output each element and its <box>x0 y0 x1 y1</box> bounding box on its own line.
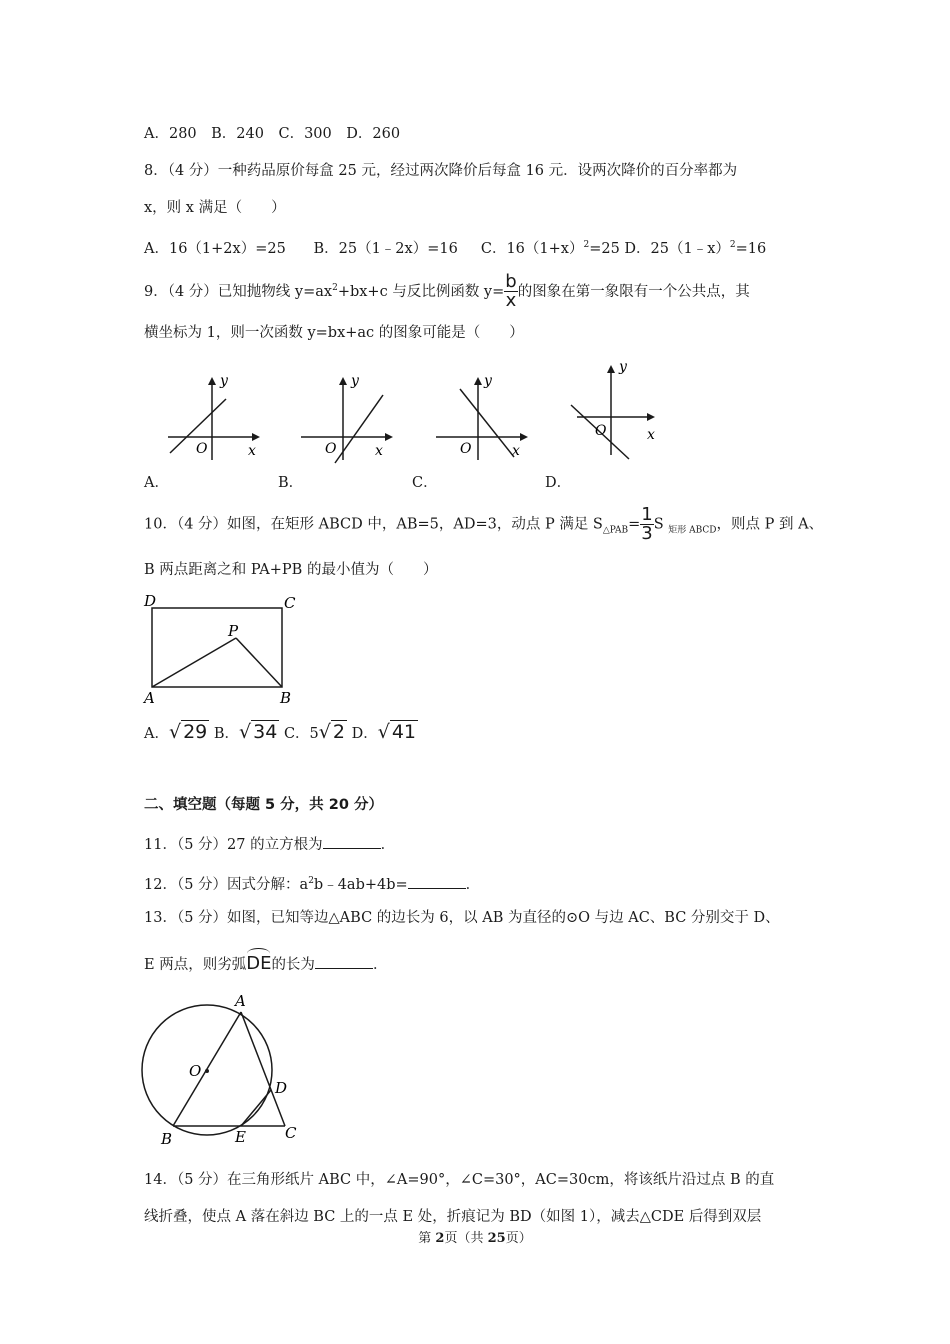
svg-text:x: x <box>512 443 520 459</box>
q8-line2: x，则 x 满足（ ） <box>144 200 286 216</box>
q10-line2: B 两点距离之和 PA+PB 的最小值为（ ） <box>144 562 438 578</box>
svg-text:x: x <box>248 443 256 459</box>
svg-text:O: O <box>325 441 337 457</box>
q9-graph-a <box>160 365 270 465</box>
q13-line2: E 两点，则劣弧DE的长为 ． <box>144 953 388 974</box>
svg-text:O: O <box>460 441 472 457</box>
q8-option-b: B．25（1﹣2x）=16 <box>313 240 458 257</box>
svg-text:A: A <box>235 992 246 1010</box>
svg-text:x: x <box>647 427 655 443</box>
svg-text:y: y <box>220 373 228 389</box>
q9-graph-b <box>295 365 405 465</box>
q11-line: 11．（5 分）27 的立方根为 ． <box>144 834 395 855</box>
svg-text:D: D <box>275 1079 288 1097</box>
q8-options <box>144 235 766 259</box>
q9-graph-c <box>430 365 540 465</box>
q10-option-c: C．5√ 2 <box>283 721 345 743</box>
q9-label-d: D． <box>545 475 572 491</box>
q10-rectangle-figure <box>140 592 310 707</box>
q9-label-b: B． <box>278 475 304 491</box>
q13-line1: 13．（5 分）如图，已知等边△ABC 的边长为 6，以 AB 为直径的⊙O 与边 AC、BC 分别交于 D、 <box>144 910 780 926</box>
svg-text:B: B <box>280 689 292 707</box>
page-number: 2 <box>435 1231 445 1246</box>
svg-text:y: y <box>351 373 359 389</box>
svg-text:y: y <box>619 359 627 375</box>
q12-answer-blank[interactable] <box>408 874 466 889</box>
svg-text:y: y <box>484 373 492 389</box>
q9-line2: 横坐标为 1，则一次函数 y=bx+ac 的图象可能是（ ） <box>144 325 524 341</box>
svg-text:O: O <box>189 1062 202 1080</box>
q13-answer-blank[interactable] <box>315 954 373 969</box>
page-footer: 第 2页（共 25页） <box>418 1231 532 1246</box>
q11-answer-blank[interactable] <box>323 834 381 849</box>
svg-text:D: D <box>144 592 157 610</box>
q10-option-a: A．√ 29 <box>144 721 208 743</box>
q13-circle-figure <box>135 990 315 1150</box>
q9-label-a: A． <box>144 475 169 491</box>
section-heading: 二、填空题（每题 5 分，共 20 分） <box>144 797 383 813</box>
q10-option-b: B．√ 34 <box>213 721 278 743</box>
q14-line1: 14．（5 分）在三角形纸片 ABC 中，∠A=90°，∠C=30°，AC=30cm，将该纸片沿过点 B 的直 <box>144 1172 775 1188</box>
svg-text:A: A <box>144 689 155 707</box>
svg-text:B: B <box>161 1130 173 1148</box>
q9-fraction: $\frac{b}{x}$ <box>505 271 517 312</box>
svg-text:O: O <box>196 441 208 457</box>
page-total: 25 <box>487 1231 506 1246</box>
svg-text:C: C <box>285 1124 297 1142</box>
svg-text:P: P <box>228 622 239 640</box>
svg-text:O: O <box>595 423 607 439</box>
svg-text:C: C <box>284 594 296 612</box>
q10-fraction: $\frac{1}{3}$ <box>641 504 653 544</box>
q10-option-d: D．√ 41 <box>351 721 417 743</box>
svg-text:E: E <box>235 1128 246 1146</box>
q10-line1: 10．（4 分）如图，在矩形 ABCD 中，AB=5，AD=3，动点 P 满足 $S_{\triangle PAB}=$ $\frac{1}{3}$ S $_{矩形 ABCD}$，则点 P 到 A、 <box>144 504 824 544</box>
q8-option-a: A．16（1+2x）=25 <box>144 240 286 257</box>
q9-line1: 9．（4 分）已知抛物线 $y=ax^2+bx+c$ 与反比例函数 y= $\frac{b}{x}$ 的图象在第一象限有一个公共点，其 <box>144 271 750 312</box>
q9-graph-d <box>565 355 675 465</box>
q12-line: 12．（5 分）因式分解：$a^2b﹣4ab+4b=$ ． <box>144 871 480 895</box>
q8-line1: 8．（4 分）一种药品原价每盒 25 元，经过两次降价后每盒 16 元．设两次降价的百分率都为 <box>144 163 738 179</box>
q8-option-c: C．$16(1+x)^2=25$ <box>480 240 620 257</box>
q8-option-d: D．25（1﹣x）$^2$=16 <box>624 240 767 257</box>
q14-line2: 线折叠，使点 A 落在斜边 BC 上的一点 E 处，折痕记为 BD（如图 1），减去△CDE 后得到双层 <box>144 1209 762 1225</box>
svg-text:x: x <box>375 443 383 459</box>
q9-label-c: C． <box>412 475 438 491</box>
q7-options: A．280 B．240 C．300 D．260 <box>144 126 401 142</box>
q13-arc-de: DE <box>246 953 272 974</box>
q10-options <box>144 720 418 746</box>
